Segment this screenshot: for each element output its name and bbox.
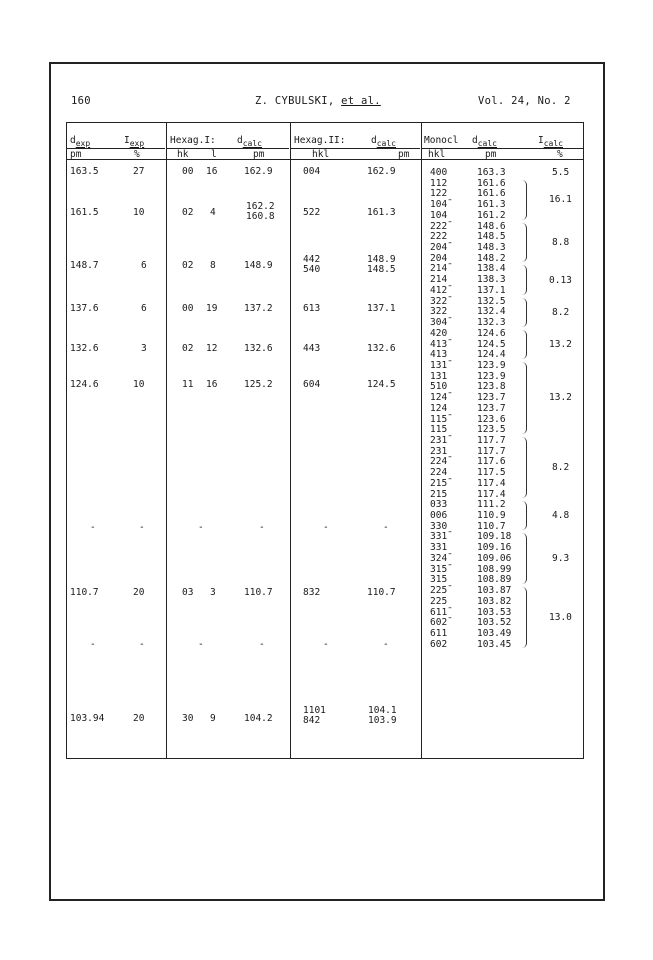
mono-hkl-value: 322: [430, 306, 448, 318]
mono-hkl-value: 413: [430, 349, 448, 361]
mono-hkl-value: 331: [430, 542, 448, 554]
mono-hkl-value: 231̄: [430, 435, 448, 446]
l-value: 16: [206, 379, 218, 390]
iexp-value: 20: [133, 713, 145, 724]
mono-hkl-value: 602: [430, 638, 448, 650]
icalc-value: 8.2: [552, 462, 570, 474]
mono-dcalc-value: 117.7: [477, 445, 506, 457]
mono-hkl-value: 225̄: [430, 585, 448, 597]
dcalc2-value: 103.9: [368, 715, 397, 726]
col-divider: [290, 122, 291, 759]
mono-hkl-value: 214: [430, 274, 448, 286]
header-dcalc1: $d_{calc}$: [237, 135, 262, 148]
icalc-value: 5.5: [552, 167, 570, 179]
mono-dcalc-value: 148.3: [477, 242, 506, 254]
dcalc1-value: 125.2: [244, 379, 273, 390]
mono-hkl-value: 112: [430, 177, 448, 189]
iexp-value: 20: [133, 587, 145, 598]
mono-hkl-value: 315̄: [430, 563, 448, 575]
mono-dcalc-value: 117.4: [477, 477, 506, 489]
dcalc2-value: 161.3: [367, 207, 396, 218]
mono-dcalc-value: 138.4: [477, 263, 506, 275]
mono-hkl-value: 611̄: [430, 606, 448, 618]
dcalc2-value: 132.6: [367, 343, 396, 354]
dcalc2-value: 124.5: [367, 379, 396, 390]
group-brace: [521, 265, 527, 294]
dcalc2-value: 148.5: [367, 264, 396, 275]
l-value: 16: [206, 166, 218, 177]
header-icalc-unit: %: [557, 149, 563, 160]
icalc-value: 8.2: [552, 306, 570, 318]
icalc-value: 0.13: [549, 274, 572, 286]
dash: -: [90, 522, 96, 533]
col-divider: [166, 122, 167, 759]
hkl2-value: 522: [303, 207, 321, 218]
mono-hkl-value: 322̄: [430, 295, 448, 307]
mono-hkl-value: 122: [430, 188, 448, 200]
mono-hkl-value: 413̄: [430, 338, 448, 350]
header-dcalc3: $d_{calc}$: [472, 135, 497, 148]
mono-hkl-value: 510: [430, 381, 448, 393]
l-value: 3: [210, 587, 216, 598]
header-iexp-unit: %: [134, 149, 140, 160]
header-iexp: $I_{exp}$: [124, 135, 145, 148]
l-value: 4: [210, 207, 216, 218]
mono-hkl-value: 611: [430, 627, 448, 639]
header-dexp: $d_{exp}$: [70, 135, 91, 148]
header-hk: hk: [177, 149, 189, 160]
dash: -: [198, 639, 204, 650]
mono-dcalc-value: 110.7: [477, 520, 506, 532]
dcalc1-value: 110.7: [244, 587, 273, 598]
dcalc1-value: 104.2: [244, 713, 273, 724]
group-brace: [521, 587, 527, 648]
group-brace: [521, 223, 527, 263]
mono-dcalc-value: 161.3: [477, 199, 506, 211]
mono-hkl-value: 115: [430, 424, 448, 436]
icalc-value: 16.1: [549, 194, 572, 206]
icalc-value: 4.8: [552, 510, 570, 522]
l-value: 12: [206, 343, 218, 354]
mono-dcalc-value: 138.3: [477, 274, 506, 286]
mono-hkl-value: 412̄: [430, 284, 448, 296]
hkl2-value: 832: [303, 587, 321, 598]
mono-dcalc-value: 103.87: [477, 585, 512, 597]
dcalc1-value: 132.6: [244, 343, 273, 354]
group-brace: [521, 533, 527, 584]
mono-hkl-value: 602̄: [430, 617, 448, 629]
mono-hkl-value: 222̄: [430, 220, 448, 232]
hk-value: 03: [182, 587, 194, 598]
hk-value: 02: [182, 207, 194, 218]
hkl2-value: 842: [303, 715, 321, 726]
dcalc1-value: 137.2: [244, 303, 273, 314]
dexp-value: 163.5: [70, 166, 99, 177]
hkl2-value: 442: [303, 254, 321, 265]
mono-dcalc-value: 148.2: [477, 252, 506, 264]
mono-dcalc-value: 123.9: [477, 370, 506, 382]
mono-hkl-value: 315: [430, 574, 448, 586]
iexp-value: 3: [141, 343, 147, 354]
mono-dcalc-value: 124.5: [477, 338, 506, 350]
hk-value: 02: [182, 343, 194, 354]
mono-dcalc-value: 111.2: [477, 499, 506, 511]
mono-hkl-value: 131̄: [430, 359, 448, 371]
mono-hkl-value: 115̄: [430, 413, 448, 425]
mono-hkl-value: 420: [430, 327, 448, 339]
hkl2-value: 004: [303, 166, 321, 177]
mono-hkl-value: 324̄: [430, 552, 448, 564]
mono-dcalc-value: 123.9: [477, 359, 506, 371]
icalc-value: 9.3: [552, 553, 570, 565]
header-icalc: $I_{calc}$: [538, 135, 563, 148]
dash: -: [383, 522, 389, 533]
volume-info: Vol. 24, No. 2: [478, 95, 571, 107]
header-hexag1: Hexag.I:: [170, 135, 216, 146]
mono-hkl-value: 224̄: [430, 456, 448, 468]
mono-hkl-value: 222: [430, 231, 448, 243]
mono-dcalc-value: 132.3: [477, 317, 506, 329]
mono-dcalc-value: 161.2: [477, 209, 506, 221]
l-value: 19: [206, 303, 218, 314]
mono-dcalc-value: 103.52: [477, 617, 512, 629]
header-hexag2: Hexag.II:: [294, 135, 346, 146]
mono-dcalc-value: 123.5: [477, 424, 506, 436]
mono-dcalc-value: 148.5: [477, 231, 506, 243]
l-value: 8: [210, 260, 216, 271]
header-l: l: [211, 149, 217, 160]
hk-value: 11: [182, 379, 194, 390]
dash: -: [139, 639, 145, 650]
dash: -: [139, 522, 145, 533]
header-dexp-unit: pm: [70, 149, 82, 160]
group-brace: [521, 298, 527, 327]
mono-dcalc-value: 117.4: [477, 488, 506, 500]
mono-dcalc-value: 123.8: [477, 381, 506, 393]
header-rule: [67, 148, 165, 149]
hkl2-value: 1101: [303, 705, 326, 716]
author-name: Z. CYBULSKI,: [255, 95, 335, 107]
mono-hkl-value: 225: [430, 595, 448, 607]
mono-dcalc-value: 117.6: [477, 456, 506, 468]
dcalc2-value: 137.1: [367, 303, 396, 314]
mono-hkl-value: 231: [430, 445, 448, 457]
mono-dcalc-value: 117.7: [477, 435, 506, 446]
hkl2-value: 443: [303, 343, 321, 354]
hk-value: 00: [182, 303, 194, 314]
dash: -: [90, 639, 96, 650]
mono-hkl-value: 033: [430, 499, 448, 511]
dcalc2-value: 110.7: [367, 587, 396, 598]
group-brace: [521, 501, 527, 530]
dexp-value: 132.6: [70, 343, 99, 354]
icalc-value: 13.0: [549, 612, 572, 624]
mono-dcalc-value: 109.06: [477, 552, 512, 564]
hkl2-value: 604: [303, 379, 321, 390]
dcalc1-value: 148.9: [244, 260, 273, 271]
iexp-value: 10: [133, 207, 145, 218]
mono-dcalc-value: 103.82: [477, 595, 512, 607]
mono-hkl-value: 215̄: [430, 477, 448, 489]
dexp-value: 124.6: [70, 379, 99, 390]
group-brace: [521, 180, 527, 220]
mono-hkl-value: 214̄: [430, 263, 448, 275]
dash: -: [323, 522, 329, 533]
icalc-value: 13.2: [549, 338, 572, 350]
dexp-value: 103.94: [70, 713, 105, 724]
mono-hkl-value: 124̄: [430, 392, 448, 404]
mono-dcalc-value: 124.4: [477, 349, 506, 361]
dash: -: [323, 639, 329, 650]
iexp-value: 27: [133, 166, 145, 177]
mono-dcalc-value: 123.7: [477, 392, 506, 404]
dexp-value: 161.5: [70, 207, 99, 218]
dcalc1-value: 162.2: [246, 201, 275, 212]
mono-dcalc-value: 108.99: [477, 563, 512, 575]
mono-hkl-value: 104: [430, 209, 448, 221]
dcalc1-value: 162.9: [244, 166, 273, 177]
header-dcalc1-unit: pm: [253, 149, 265, 160]
mono-hkl-value: 204̄: [430, 242, 448, 254]
hk-value: 00: [182, 166, 194, 177]
dcalc2-value: 162.9: [367, 166, 396, 177]
group-brace: [521, 437, 527, 498]
hkl2-value: 540: [303, 264, 321, 275]
l-value: 9: [210, 713, 216, 724]
mono-hkl-value: 131: [430, 370, 448, 382]
header-hkl3: hkl: [428, 149, 446, 160]
iexp-value: 10: [133, 379, 145, 390]
mono-dcalc-value: 137.1: [477, 284, 506, 296]
mono-dcalc-value: 123.6: [477, 413, 506, 425]
mono-dcalc-value: 132.4: [477, 306, 506, 318]
mono-hkl-value: 304̄: [430, 317, 448, 329]
group-brace: [521, 330, 527, 359]
dash: -: [259, 639, 265, 650]
mono-hkl-value: 204: [430, 252, 448, 264]
mono-dcalc-value: 110.9: [477, 510, 506, 522]
mono-dcalc-value: 109.16: [477, 542, 512, 554]
iexp-value: 6: [141, 303, 147, 314]
dexp-value: 148.7: [70, 260, 99, 271]
mono-hkl-value: 104̄: [430, 199, 448, 211]
mono-hkl-value: 331̄: [430, 531, 448, 543]
col-divider: [421, 122, 422, 759]
mono-hkl-value: 006: [430, 510, 448, 522]
mono-dcalc-value: 103.49: [477, 627, 512, 639]
header-dcalc2-unit: pm: [398, 149, 410, 160]
dash: -: [198, 522, 204, 533]
dash: -: [259, 522, 265, 533]
dexp-value: 110.7: [70, 587, 99, 598]
running-title: [255, 95, 381, 107]
mono-dcalc-value: 124.6: [477, 327, 506, 339]
mono-dcalc-value: 161.6: [477, 177, 506, 189]
mono-dcalc-value: 123.7: [477, 402, 506, 414]
mono-hkl-value: 330: [430, 520, 448, 532]
hk-value: 02: [182, 260, 194, 271]
header-dcalc3-unit: pm: [485, 149, 497, 160]
mono-dcalc-value: 103.53: [477, 606, 512, 618]
mono-hkl-value: 400: [430, 167, 448, 178]
header-monocl: Monocl: [424, 135, 459, 146]
dcalc2-value: 148.9: [367, 254, 396, 265]
header-hkl2: hkl: [312, 149, 330, 160]
icalc-value: 8.8: [552, 237, 570, 249]
hk-value: 30: [182, 713, 194, 724]
mono-hkl-value: 124: [430, 402, 448, 414]
iexp-value: 6: [141, 260, 147, 271]
icalc-value: 13.2: [549, 392, 572, 404]
mono-dcalc-value: 103.45: [477, 638, 512, 650]
mono-dcalc-value: 132.5: [477, 295, 506, 307]
mono-dcalc-value: 117.5: [477, 467, 506, 479]
et-al: et al.: [341, 95, 381, 107]
hkl2-value: 613: [303, 303, 321, 314]
mono-dcalc-value: 148.6: [477, 220, 506, 232]
header-dcalc2: $d_{calc}$: [371, 135, 396, 148]
dexp-value: 137.6: [70, 303, 99, 314]
group-brace: [521, 362, 527, 434]
dash: -: [383, 639, 389, 650]
mono-dcalc-value: 163.3: [477, 167, 506, 178]
dcalc2-value: 104.1: [368, 705, 397, 716]
mono-dcalc-value: 108.89: [477, 574, 512, 586]
mono-dcalc-value: 161.6: [477, 188, 506, 200]
mono-hkl-value: 224: [430, 467, 448, 479]
page-number: 160: [71, 95, 91, 107]
mono-dcalc-value: 109.18: [477, 531, 512, 543]
mono-hkl-value: 215: [430, 488, 448, 500]
dcalc1-value: 160.8: [246, 211, 275, 222]
